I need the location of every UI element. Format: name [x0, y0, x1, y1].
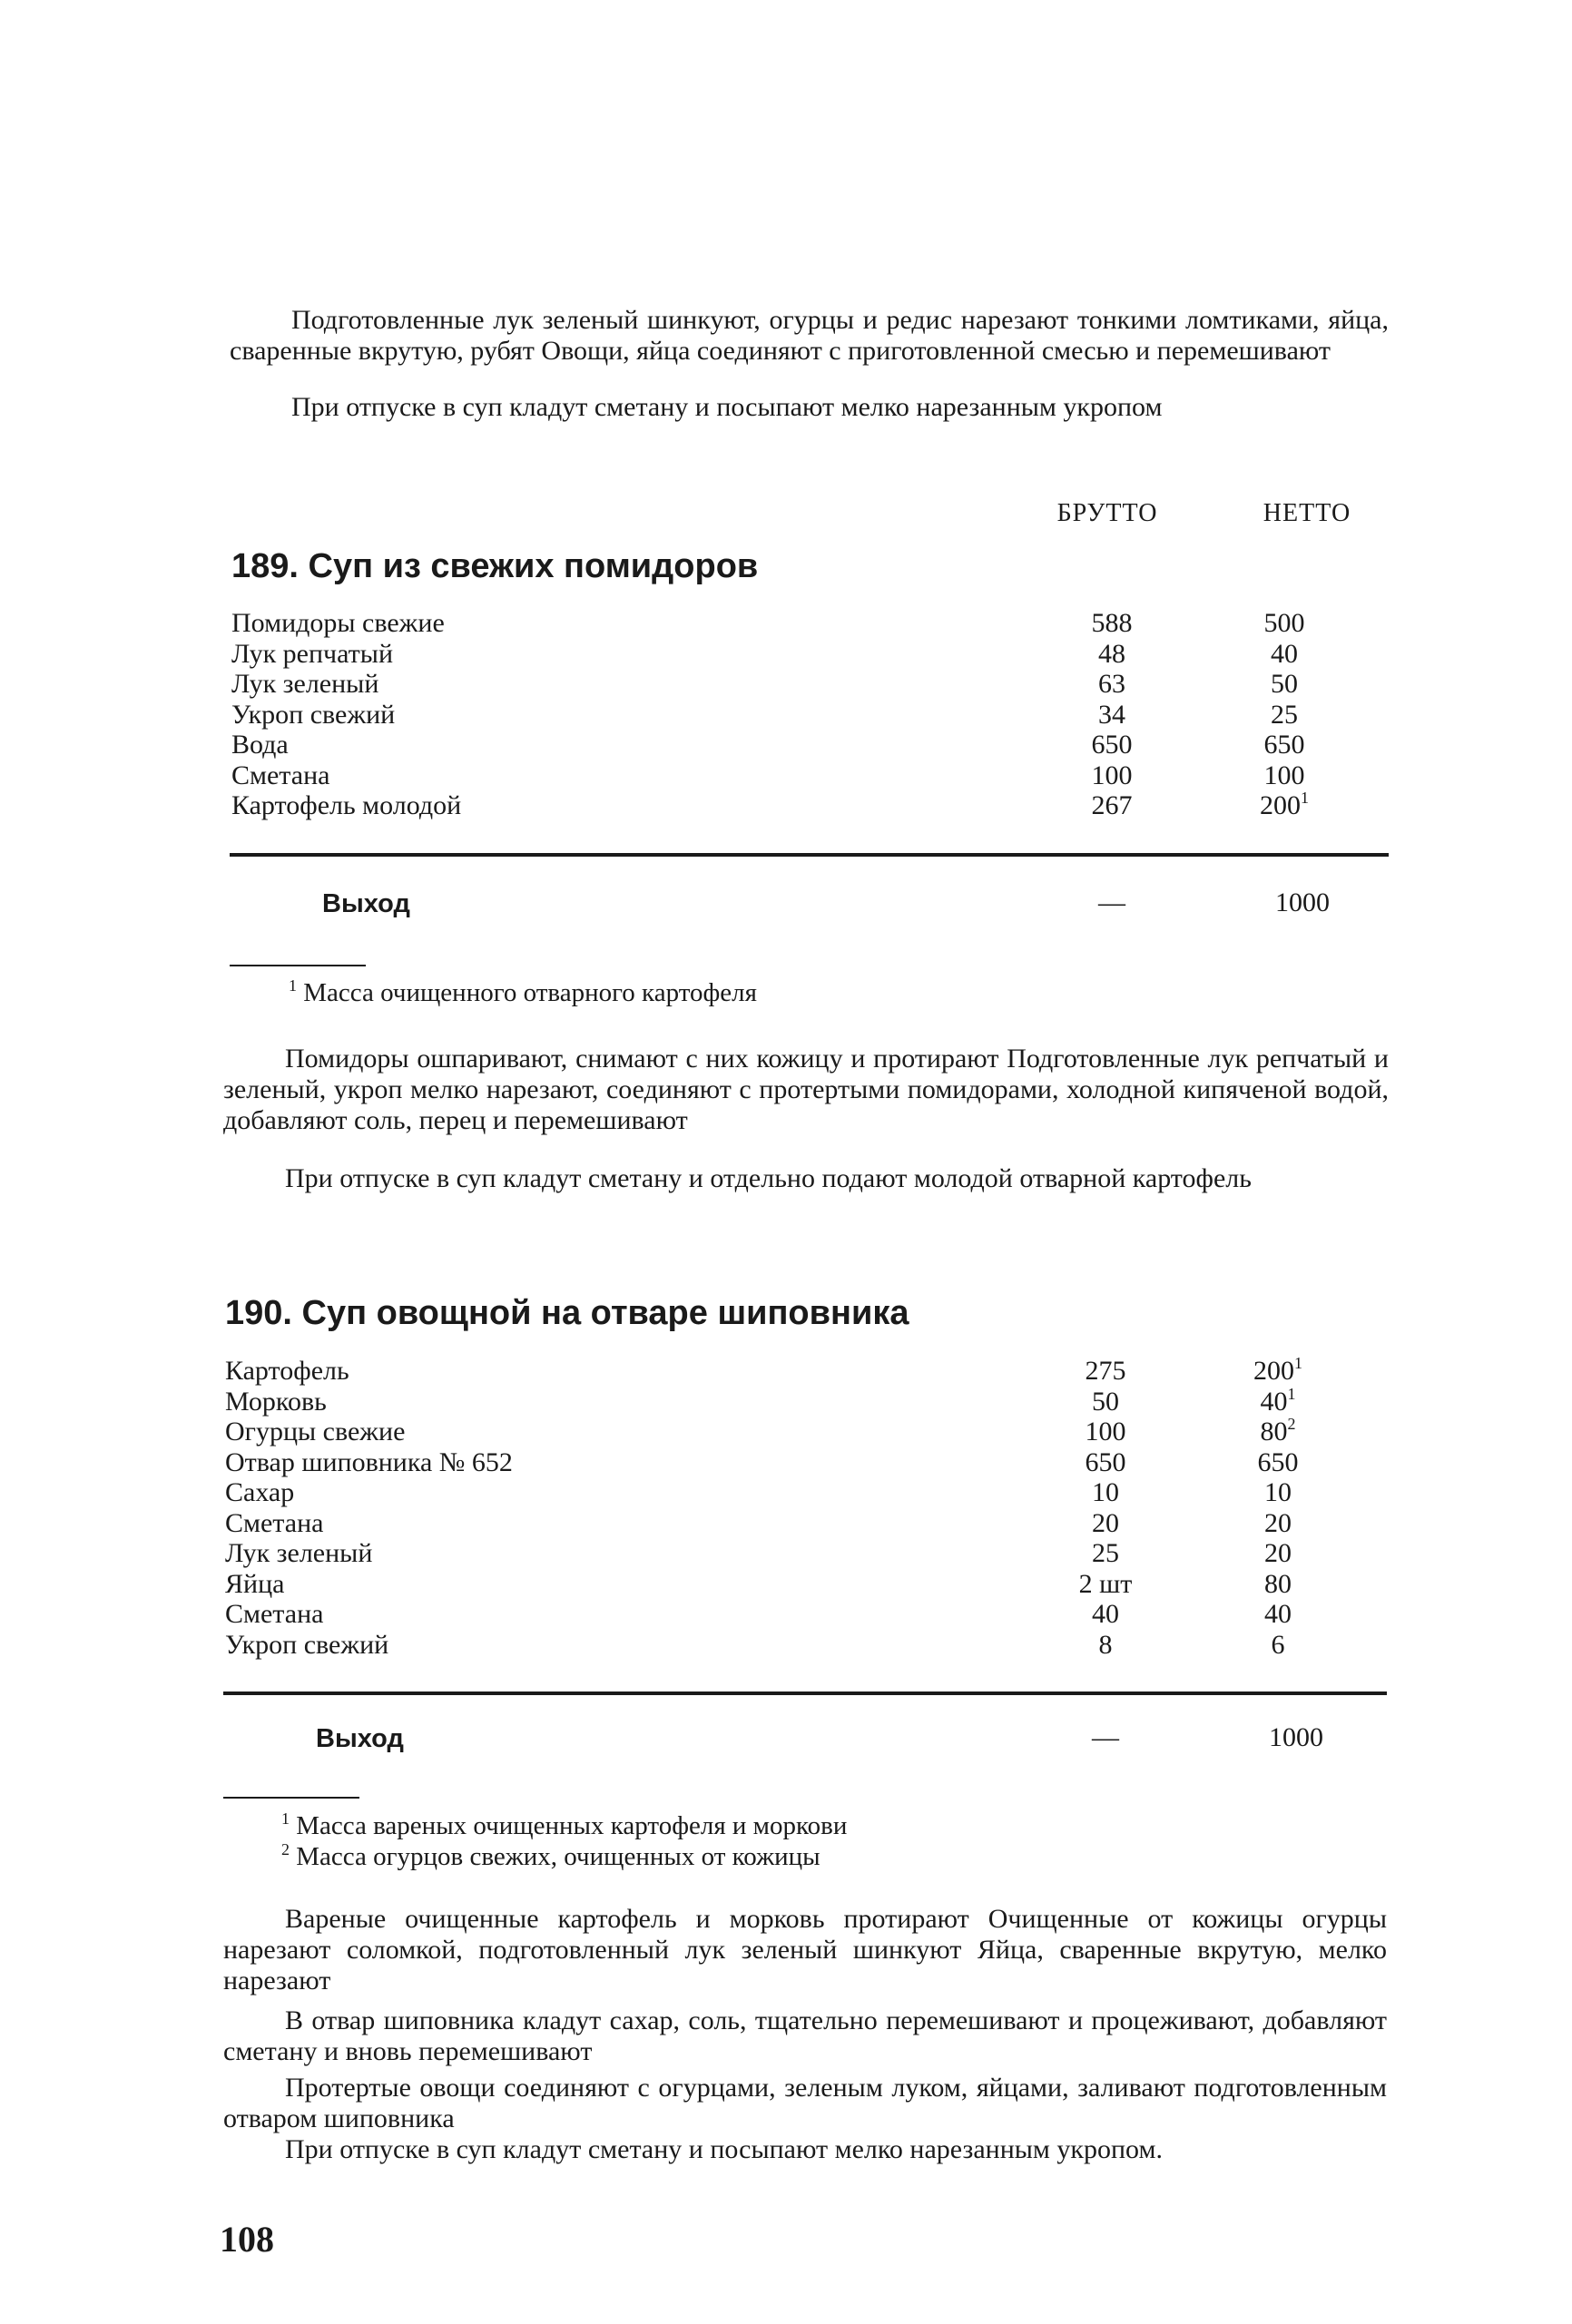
ingredient-name: Сахар [225, 1477, 295, 1507]
ingredient-netto: 50 [1271, 669, 1298, 699]
recipe-190-yield-netto: 1000 [1269, 1722, 1323, 1752]
ingredient-brutto: 275 [1085, 1356, 1126, 1386]
ingredient-netto-cell [1187, 1630, 1369, 1661]
ingredient-row [225, 1538, 1369, 1569]
recipe-189-yield-brutto: — [1098, 887, 1125, 917]
ingredient-brutto: 25 [1092, 1538, 1119, 1568]
ingredient-netto-cell [1194, 730, 1375, 760]
recipe-190-rule [223, 1692, 1387, 1695]
ingredient-row [225, 1569, 1369, 1600]
ingredient-netto: 25 [1271, 699, 1298, 730]
ingredient-row [225, 1599, 1369, 1630]
recipe-189-paragraph-2 [223, 1163, 1389, 1194]
intro-paragraph-1 [230, 305, 1389, 367]
column-header-netto: НЕТТО [1263, 499, 1351, 527]
recipe-190-footnote-separator [223, 1797, 359, 1799]
ingredient-netto: 40 [1264, 1599, 1292, 1629]
recipe-190-paragraph-1 [223, 1904, 1387, 1996]
ingredient-brutto: 40 [1092, 1599, 1119, 1629]
ingredient-netto: 6 [1271, 1629, 1285, 1660]
ingredient-row [225, 1508, 1369, 1539]
ingredient-name: Морковь [225, 1386, 327, 1417]
ingredient-netto-cell [1187, 1569, 1369, 1600]
ingredient-name: Сметана [225, 1599, 324, 1629]
footnote-text: Масса огурцов свежих, очищенных от кожицы [296, 1842, 820, 1871]
ingredient-name: Отвар шиповника № 652 [225, 1446, 513, 1477]
ingredient-row [225, 1417, 1369, 1447]
ingredient-row [231, 669, 1375, 700]
ingredient-brutto: 267 [1091, 790, 1133, 820]
ingredient-brutto: 63 [1098, 669, 1125, 699]
recipe-189-ingredients [231, 608, 1375, 821]
ingredient-brutto: 2 шт [1078, 1568, 1133, 1599]
footnote-text: Масса очищенного отварного картофеля [303, 978, 757, 1007]
ingredient-row [231, 790, 1375, 821]
ingredient-brutto: 100 [1091, 760, 1133, 790]
ingredient-brutto: 650 [1091, 730, 1133, 760]
ingredient-row [231, 639, 1375, 670]
ingredient-row [231, 760, 1375, 791]
recipe-190-title: 190. Суп овощной на отваре шиповника [225, 1294, 909, 1332]
ingredient-netto: 40 [1271, 638, 1298, 669]
ingredient-netto: 20 [1264, 1538, 1292, 1568]
recipe-189-yield-label: Выход [322, 889, 410, 918]
ingredient-name: Укроп свежий [225, 1629, 389, 1660]
ingredient-name: Огурцы свежие [225, 1417, 406, 1446]
ingredient-netto-cell [1194, 608, 1375, 639]
recipe-190-paragraph-4-text: При отпуске в суп кладут сметану и посыпают мелко нарезанным укропом. [285, 2134, 1163, 2164]
ingredient-netto-cell [1187, 1417, 1369, 1447]
ingredient-netto-cell [1187, 1508, 1369, 1539]
recipe-189-paragraph-2-text: При отпуске в суп кладут сметану и отдельно подают молодой отварной картофель [285, 1163, 1252, 1193]
ingredient-row [225, 1387, 1369, 1417]
ingredient-netto-cell [1194, 639, 1375, 670]
recipe-189-footnote-separator [230, 965, 366, 966]
recipe-189-yield-netto: 1000 [1275, 887, 1330, 917]
recipe-190-ingredients [225, 1356, 1369, 1660]
intro-paragraph-2-text: При отпуске в суп кладут сметану и посыпают мелко нарезанным укропом [291, 392, 1163, 422]
ingredient-netto-footnote-mark: 1 [1287, 1384, 1296, 1403]
recipe-190-yield-label: Выход [316, 1724, 404, 1753]
ingredient-netto-cell [1194, 700, 1375, 731]
footnote-mark: 2 [281, 1840, 290, 1858]
ingredient-netto: 650 [1257, 1446, 1299, 1477]
ingredient-netto: 40 [1260, 1386, 1288, 1417]
ingredient-netto-cell [1187, 1356, 1369, 1387]
footnote-text: Масса вареных очищенных картофеля и моркови [296, 1811, 848, 1840]
ingredient-brutto: 8 [1098, 1629, 1113, 1660]
ingredient-name: Яйца [225, 1568, 285, 1599]
intro-paragraph-1-text: Подготовленные лук зеленый шинкуют, огурцы и редис нарезают тонкими ломтиками, яйца, сваренные вкрутую, рубят Овощи, яйца соединяют с приготовленной смесью и перемешивают [230, 305, 1389, 366]
recipe-190-paragraph-3 [223, 2073, 1387, 2134]
ingredient-brutto: 100 [1085, 1417, 1126, 1446]
ingredient-name: Укроп свежий [231, 699, 396, 730]
ingredient-row [225, 1477, 1369, 1508]
ingredient-name: Лук зеленый [225, 1538, 373, 1568]
ingredient-netto-cell [1194, 790, 1375, 821]
ingredient-netto: 200 [1253, 1356, 1294, 1386]
intro-paragraph-2 [230, 392, 1389, 423]
ingredient-name: Лук репчатый [231, 638, 393, 669]
ingredient-name: Сметана [231, 760, 330, 790]
ingredient-name: Вода [231, 730, 289, 760]
ingredient-brutto: 10 [1092, 1477, 1119, 1507]
ingredient-netto-cell [1187, 1447, 1369, 1478]
ingredient-netto: 100 [1263, 760, 1305, 790]
ingredient-brutto: 20 [1092, 1507, 1119, 1538]
ingredient-brutto: 588 [1091, 608, 1133, 638]
ingredient-row [231, 608, 1375, 639]
recipe-190-paragraph-2-text: В отвар шиповника кладут сахар, соль, тщательно перемешивают и процеживают, добавляют сметану и вновь перемешивают [223, 2005, 1387, 2066]
ingredient-name: Лук зеленый [231, 669, 379, 699]
ingredient-netto: 200 [1260, 790, 1301, 820]
recipe-190-paragraph-2 [223, 2005, 1387, 2067]
ingredient-netto: 80 [1260, 1417, 1288, 1446]
ingredient-netto: 500 [1263, 608, 1305, 638]
column-header-brutto: БРУТТО [1056, 499, 1158, 527]
ingredient-row [231, 700, 1375, 731]
ingredient-brutto: 650 [1085, 1446, 1126, 1477]
ingredient-netto-cell [1194, 760, 1375, 791]
ingredient-netto-cell [1187, 1538, 1369, 1569]
recipe-190-footnote-1 [281, 1811, 847, 1841]
ingredient-row [231, 730, 1375, 760]
footnote-mark: 1 [289, 976, 297, 995]
ingredient-netto-cell [1194, 669, 1375, 700]
ingredient-netto-footnote-mark: 1 [1294, 1354, 1302, 1372]
recipe-189-paragraph-1 [223, 1044, 1389, 1136]
recipe-190-paragraph-4 [223, 2134, 1387, 2165]
ingredient-netto-footnote-mark: 2 [1287, 1415, 1296, 1433]
ingredient-name: Помидоры свежие [231, 608, 445, 638]
recipe-189-rule [230, 853, 1389, 857]
ingredient-netto-footnote-mark: 1 [1301, 789, 1309, 807]
ingredient-netto: 80 [1264, 1568, 1292, 1599]
ingredient-netto: 650 [1263, 730, 1305, 760]
ingredient-netto-cell [1187, 1599, 1369, 1630]
ingredient-name: Картофель [225, 1356, 349, 1386]
ingredient-row [225, 1356, 1369, 1387]
ingredient-row [225, 1630, 1369, 1661]
ingredient-row [225, 1447, 1369, 1478]
ingredient-netto: 20 [1264, 1507, 1292, 1538]
ingredient-brutto: 48 [1098, 638, 1125, 669]
ingredient-netto-cell [1187, 1477, 1369, 1508]
ingredient-netto: 10 [1264, 1477, 1292, 1507]
ingredient-netto-cell [1187, 1384, 1369, 1417]
ingredient-name: Картофель молодой [231, 790, 462, 820]
footnote-mark: 1 [281, 1809, 290, 1828]
recipe-190-paragraph-1-text: Вареные очищенные картофель и морковь протирают Очищенные от кожицы огурцы нарезают соломкой, подготовленный лук зеленый шинкуют Яйца, сваренные вкрутую, мелко нарезают [223, 1904, 1387, 1996]
page-number: 108 [220, 2219, 274, 2260]
ingredient-brutto: 50 [1092, 1386, 1119, 1417]
recipe-190-paragraph-3-text: Протертые овощи соединяют с огурцами, зеленым луком, яйцами, заливают подготовленным отваром шиповника [223, 2073, 1387, 2133]
recipe-190-footnote-2 [281, 1842, 820, 1872]
recipe-189-footnote-1 [289, 978, 757, 1008]
recipe-189-paragraph-1-text: Помидоры ошпаривают, снимают с них кожицу и протирают Подготовленные лук репчатый и зеленый, укроп мелко нарезают, соединяют с протертыми помидорами, холодной кипяченой водой, добавляют соль, перец и перемешивают [223, 1044, 1389, 1135]
recipe-189-title: 189. Суп из свежих помидоров [231, 547, 759, 585]
recipe-190-yield-brutto: — [1092, 1722, 1119, 1752]
ingredient-name: Сметана [225, 1507, 324, 1538]
ingredient-brutto: 34 [1098, 699, 1125, 730]
